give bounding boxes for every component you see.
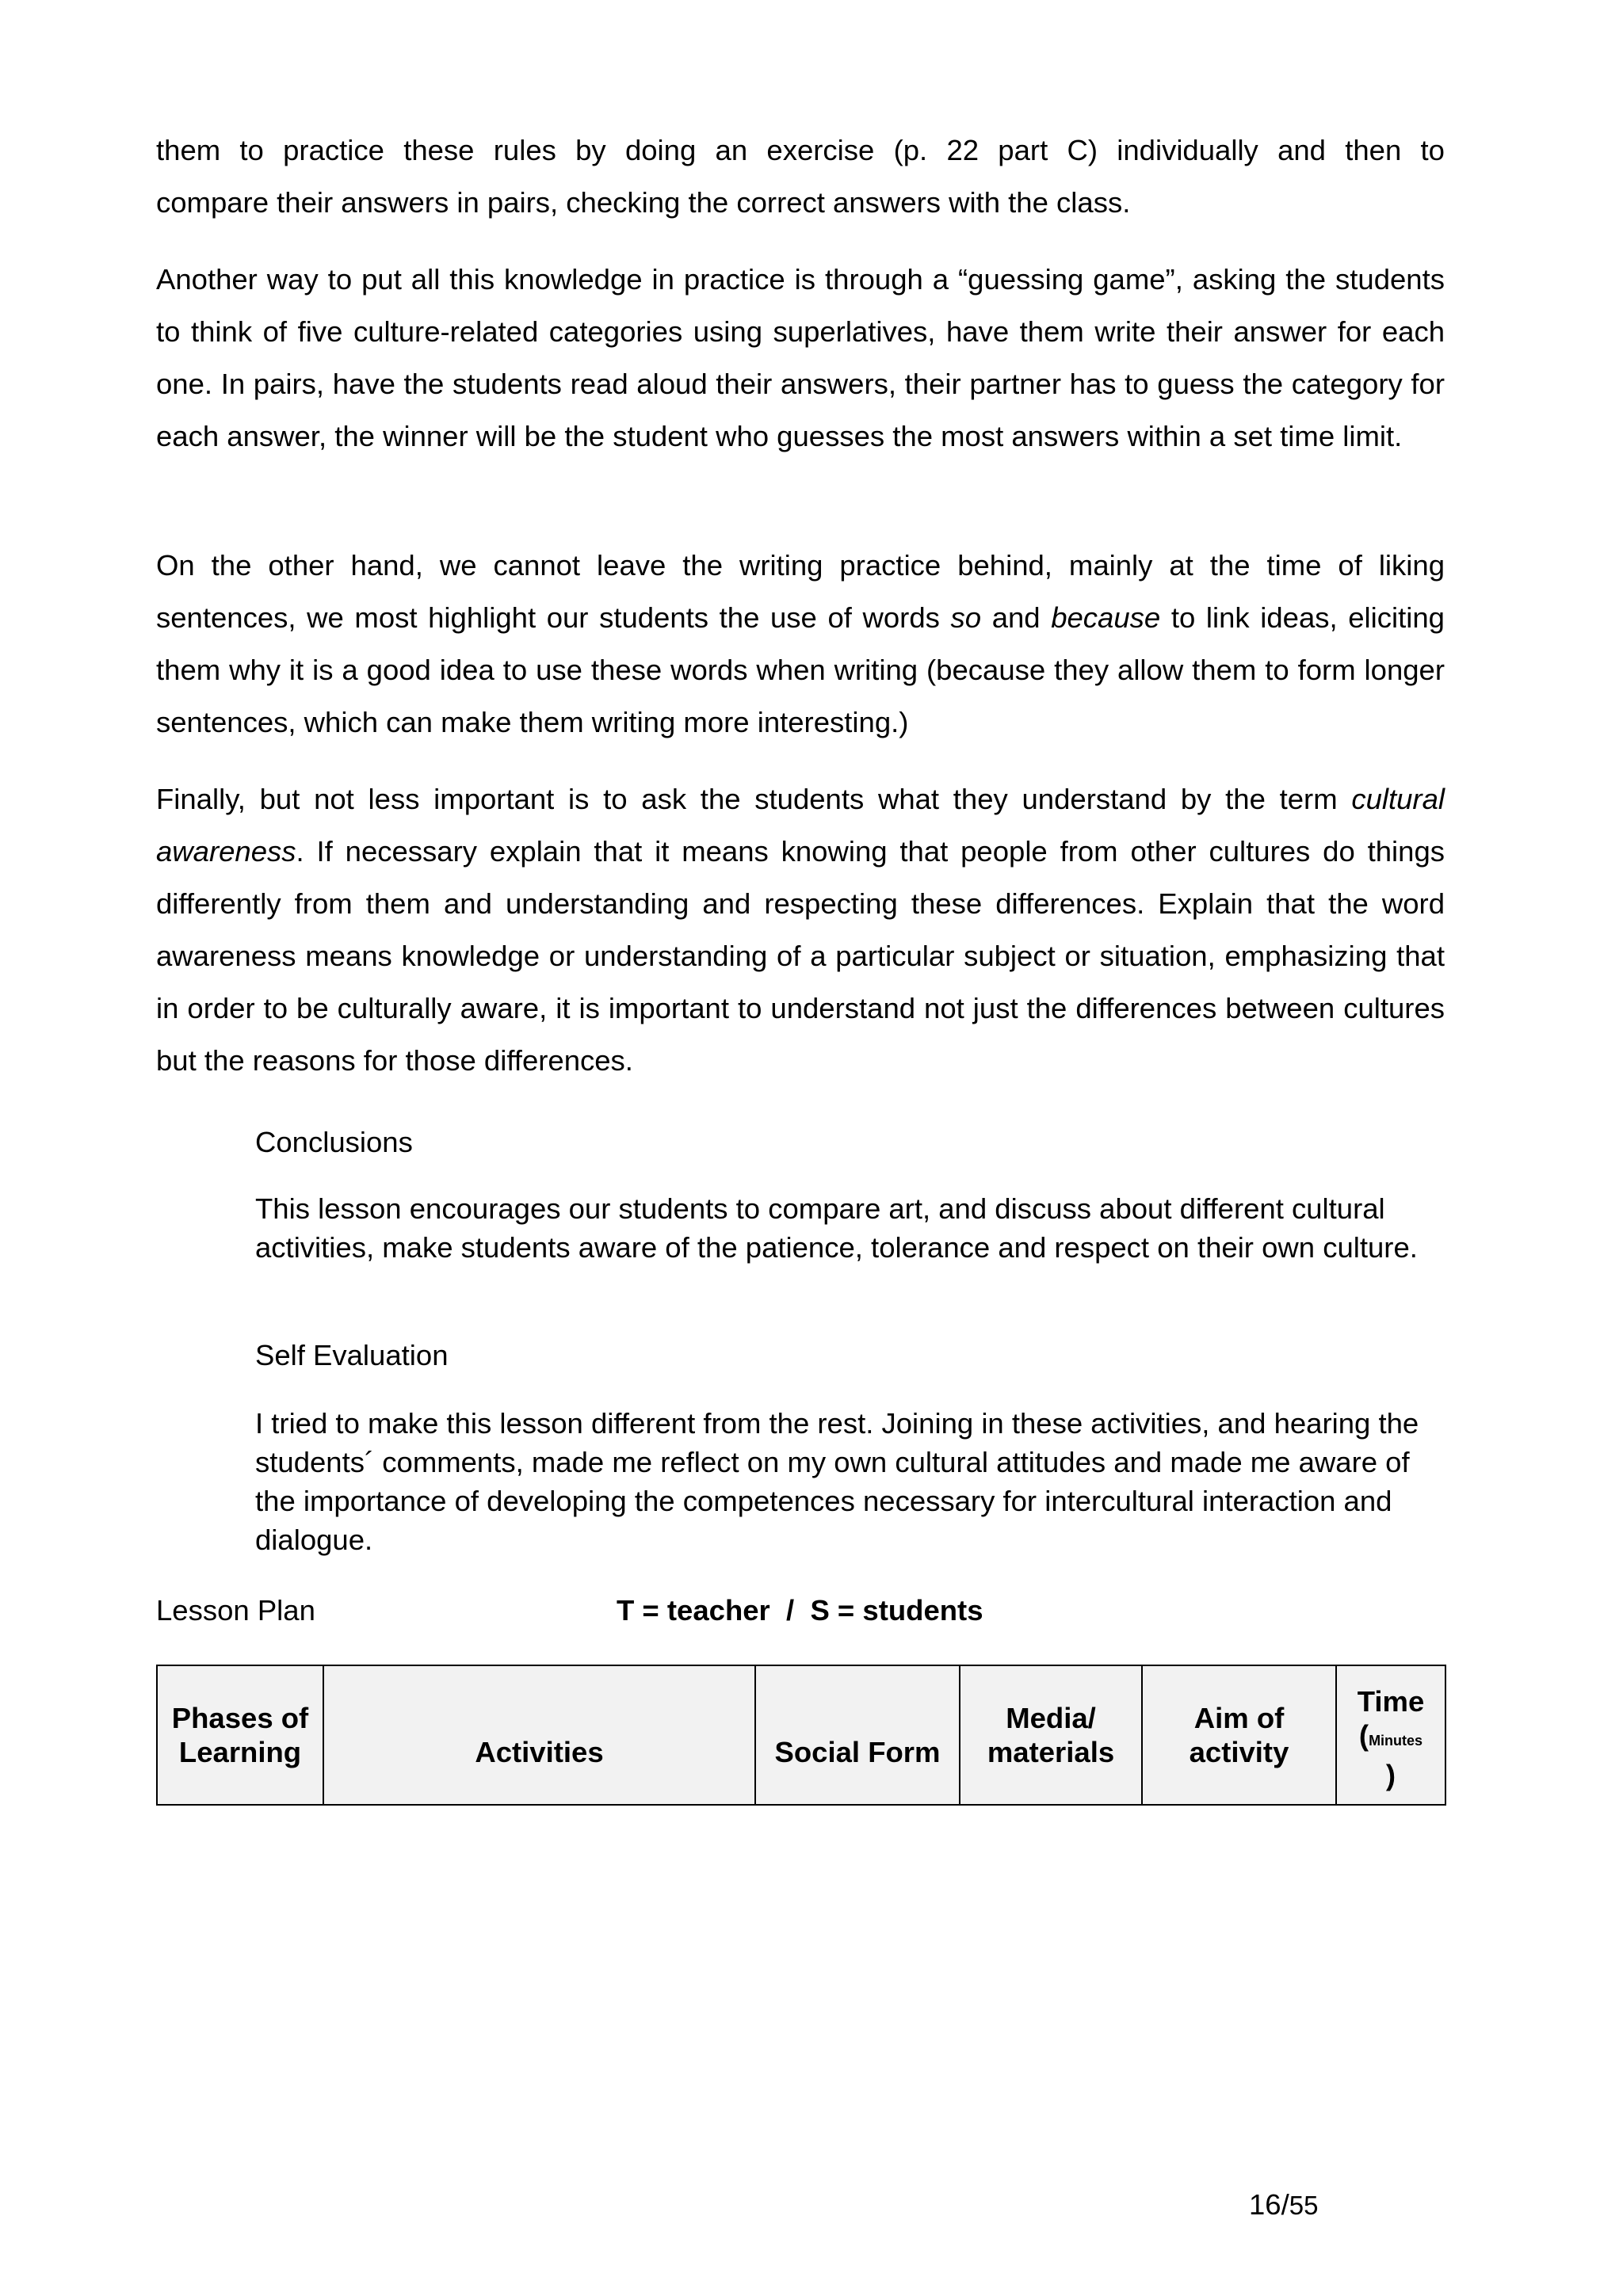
- paragraph-exercise-practice: [156, 124, 1445, 229]
- paragraph-cultural-awareness: [156, 773, 1445, 1087]
- header-line: Learning: [178, 1736, 302, 1768]
- header-line: Phases of: [171, 1702, 309, 1734]
- paren-close: ): [1385, 1759, 1396, 1791]
- emphasis-because: because: [1051, 601, 1161, 634]
- text-run: to link ideas, eliciting them why it is a good idea to use these words when writing (because they allow them to form longer sentences, which can make them writing more interesting.): [156, 601, 1445, 738]
- lesson-plan-legend: T = teacher / S = students: [617, 1594, 983, 1627]
- column-header-time: [1336, 1665, 1445, 1805]
- header-line: Aim of: [1193, 1702, 1285, 1734]
- column-header-aim: [1142, 1665, 1336, 1805]
- conclusions-text: This lesson encourages our students to compare art, and discuss about different cultural activities, make students aware of the patience, tolerance and respect on their own culture.: [255, 1192, 1418, 1264]
- self-evaluation-text: I tried to make this lesson different from the rest. Joining in these activities, and hearing the students´ comments, made me reflect on my own cultural attitudes and made me aware of the importance of developing the competences necessary for intercultural interaction and dialogue.: [255, 1407, 1419, 1556]
- page-number: [1249, 2188, 1318, 2222]
- paren-open: (: [1358, 1719, 1369, 1752]
- header-line: Media/: [1006, 1702, 1096, 1734]
- text-run: and: [981, 601, 1052, 634]
- text-run: Finally, but not less important is to ask the students what they understand by the term: [156, 783, 1352, 815]
- paragraph-line: them to practice these rules by doing an exercise (p. 22 part C) individually and then to: [156, 134, 1445, 166]
- header-line: Activities: [475, 1735, 604, 1768]
- paragraph-line: compare their answers in pairs, checking the correct answers with the class.: [156, 186, 1131, 219]
- emphasis-so: so: [950, 601, 982, 634]
- lesson-plan-table: [156, 1665, 1446, 1806]
- header-line: materials: [987, 1736, 1115, 1768]
- header-line: Social Form: [774, 1735, 941, 1768]
- lesson-plan-label: Lesson Plan: [156, 1594, 315, 1627]
- column-header-activities: [323, 1665, 755, 1805]
- paragraph-guessing-game: Another way to put all this knowledge in practice is through a “guessing game”, asking the students to think of five culture-related categories using superlatives, have them write their answer for each one. In pairs, have the students read aloud their answers, their partner has to guess the category for each answer, the winner will be the student who guesses the most answers within a set time limit.: [156, 263, 1445, 452]
- paragraph-writing-practice: [156, 540, 1445, 749]
- conclusions-heading: Conclusions: [255, 1126, 413, 1158]
- self-evaluation-heading: Self Evaluation: [255, 1339, 449, 1371]
- emphasis-cultural-awareness: cultural awareness: [156, 783, 1445, 868]
- text-run: . If necessary explain that it means knowing that people from other cultures do things differently from them and understanding and respecting these differences. Explain that the word awareness means knowledge or understanding of a particular subject or situation, emphasizing that in order to be culturally aware, it is important to understand not just the differences between cultures but the reasons for those differences.: [156, 835, 1445, 1077]
- text-run: On the other hand, we cannot leave the writing practice behind, mainly at the time of liking sentences, we most highlight our students the use of words: [156, 549, 1445, 634]
- time-unit: Minutes: [1369, 1733, 1423, 1749]
- column-header-phases: [157, 1665, 323, 1805]
- table-header-row: [157, 1665, 1445, 1805]
- page-total: 55: [1289, 2191, 1319, 2220]
- column-header-media: [960, 1665, 1142, 1805]
- column-header-social-form: [755, 1665, 960, 1805]
- header-line: [1342, 1718, 1440, 1758]
- header-line: Time: [1357, 1685, 1425, 1718]
- page-current: 16/: [1249, 2188, 1289, 2221]
- header-line: activity: [1189, 1736, 1289, 1768]
